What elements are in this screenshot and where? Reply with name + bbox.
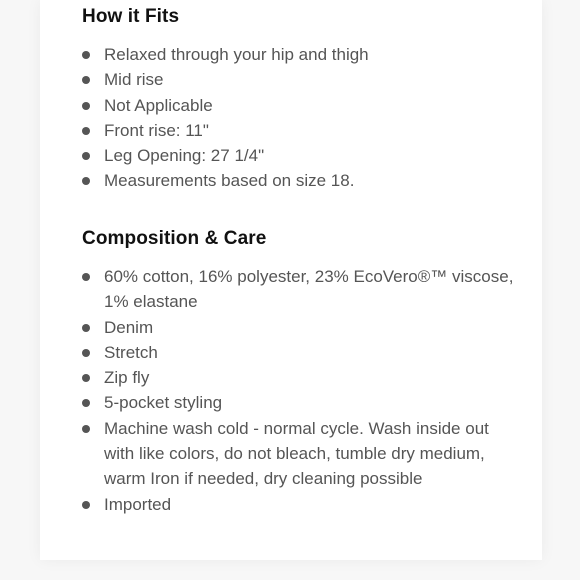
- list-item: [82, 365, 522, 390]
- composition-care-heading: Composition & Care: [82, 228, 267, 249]
- list-item: [82, 42, 522, 67]
- bullet-icon: [82, 501, 90, 509]
- fit-item-text: Front rise: 11": [104, 120, 209, 140]
- bullet-icon: [82, 177, 90, 185]
- how-it-fits-section: [82, 4, 522, 194]
- list-item: [82, 93, 522, 118]
- list-item: [82, 340, 522, 365]
- how-it-fits-heading: How it Fits: [82, 6, 180, 27]
- list-item: [82, 416, 522, 492]
- composition-care-section: [82, 226, 522, 517]
- bullet-icon: [82, 349, 90, 357]
- list-item: [82, 118, 522, 143]
- fit-item-text: Not Applicable: [104, 95, 213, 115]
- care-item-text: Denim: [104, 317, 154, 337]
- list-item: [82, 264, 522, 315]
- fit-item-text: Mid rise: [104, 70, 164, 90]
- bullet-icon: [82, 127, 90, 135]
- bullet-icon: [82, 51, 90, 59]
- care-item-text: Stretch: [104, 342, 158, 362]
- care-item-text: Zip fly: [104, 368, 150, 388]
- fit-list: [82, 42, 522, 194]
- bullet-icon: [82, 399, 90, 407]
- care-item-text: Imported: [104, 494, 172, 514]
- bullet-icon: [82, 273, 90, 281]
- list-item: [82, 67, 522, 92]
- bullet-icon: [82, 76, 90, 84]
- bullet-icon: [82, 324, 90, 332]
- bullet-icon: [82, 102, 90, 110]
- bullet-icon: [82, 152, 90, 160]
- fit-item-text: Relaxed through your hip and thigh: [104, 45, 369, 64]
- list-item: [82, 492, 522, 517]
- care-item-text: Machine wash cold - normal cycle. Wash inside out with like colors, do not bleach, tumble dry medium, warm Iron if needed, dry cleaning possible: [104, 418, 489, 489]
- care-item-text: 5-pocket styling: [104, 393, 223, 413]
- list-item: [82, 168, 522, 193]
- care-list: [82, 264, 522, 517]
- fit-item-text: Measurements based on size 18.: [104, 171, 355, 191]
- bullet-icon: [82, 374, 90, 382]
- list-item: [82, 143, 522, 168]
- bullet-icon: [82, 425, 90, 433]
- fit-item-text: Leg Opening: 27 1/4": [104, 146, 265, 166]
- care-item-text: 60% cotton, 16% polyester, 23% EcoVero®™ viscose, 1% elastane: [104, 267, 514, 312]
- list-item: [82, 315, 522, 340]
- list-item: [82, 390, 522, 415]
